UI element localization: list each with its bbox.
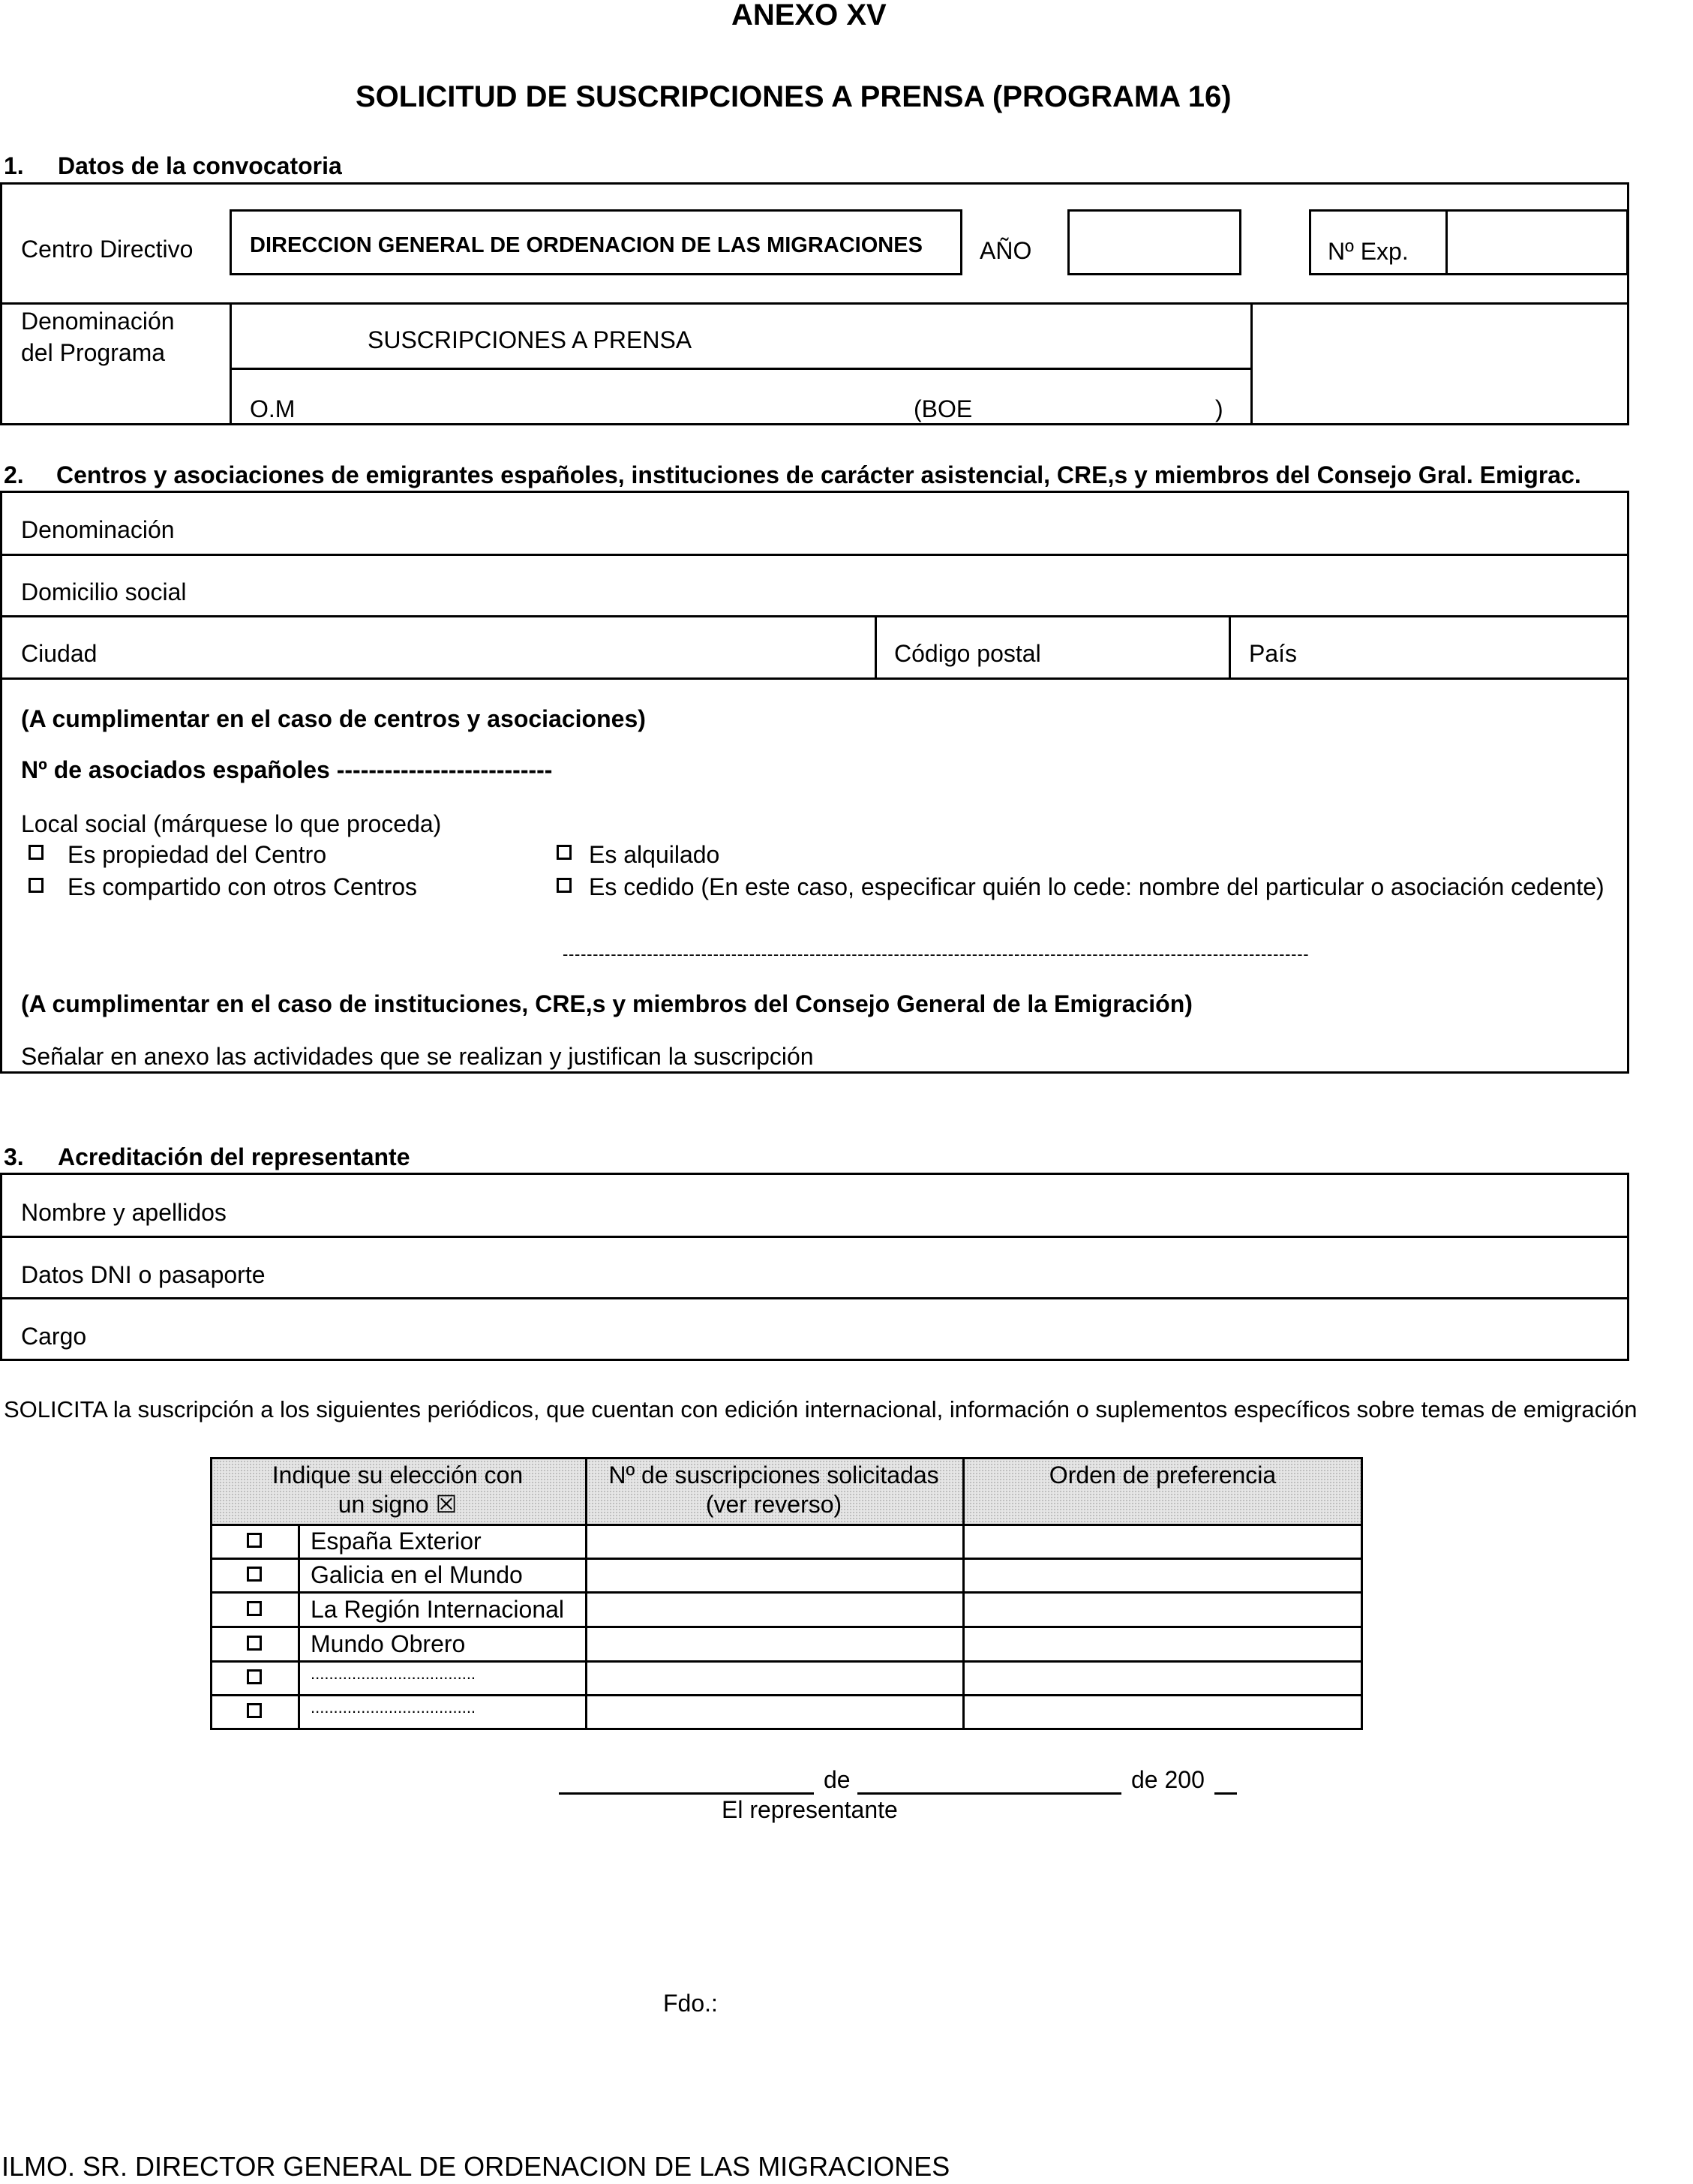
representante-label: El representante [722, 1796, 898, 1823]
section2-line-1 [0, 554, 1629, 556]
suscripciones-cell[interactable] [587, 1526, 960, 1556]
cargo-label: Cargo [21, 1323, 87, 1350]
boe-close: ) [1215, 395, 1223, 422]
solicita-text: SOLICITA la suscripción a los siguientes periódicos, que cuentan con edición internacional, información o suplementos específicos sobre temas de emigración [4, 1396, 1637, 1422]
codigo-postal-label: Código postal [894, 640, 1041, 667]
dni-label: Datos DNI o pasaporte [21, 1261, 266, 1288]
exp-field[interactable] [1448, 212, 1626, 273]
preferencia-cell[interactable] [965, 1696, 1361, 1728]
alquilado-label: Es alquilado [589, 841, 720, 868]
cedido-label: Es cedido (En este caso, especificar quién lo cede: nombre del particular o asociación cedente) [589, 873, 1604, 900]
section3-heading: Acreditación del representante [58, 1143, 410, 1170]
addressee: ILMO. SR. DIRECTOR GENERAL DE ORDENACION DE LAS MIGRACIONES [2, 2151, 950, 2182]
date-month-line[interactable] [857, 1792, 1121, 1795]
instituciones-note: (A cumplimentar en el caso de instituciones, CRE,s y miembros del Consejo General de la Emigración) [21, 990, 1193, 1017]
ciudad-label: Ciudad [21, 640, 98, 667]
date-day-line[interactable] [559, 1792, 814, 1795]
preferencia-cell[interactable] [965, 1663, 1361, 1693]
suscripciones-cell[interactable] [587, 1696, 960, 1728]
section3-line-2 [0, 1297, 1629, 1299]
mundo-obrero-checkbox[interactable] [247, 1636, 262, 1651]
denominacion-programa-label-2: del Programa [21, 339, 166, 366]
col-preferencia-header: Orden de preferencia [1049, 1462, 1277, 1489]
table-row-name: Galicia en el Mundo [311, 1561, 523, 1588]
table-row-name: España Exterior [311, 1528, 482, 1555]
om-label: O.M [250, 395, 296, 422]
suscripciones-cell[interactable] [587, 1628, 960, 1659]
newspaper-table [210, 1457, 1363, 1730]
centros-note: (A cumplimentar en el caso de centros y asociaciones) [21, 705, 646, 732]
col-suscripciones-header-2: (ver reverso) [705, 1491, 842, 1518]
galicia-mundo-checkbox[interactable] [247, 1567, 262, 1582]
denominacion-programa-label-1: Denominación [21, 308, 175, 335]
table-row-name: Mundo Obrero [311, 1630, 466, 1657]
col-suscripciones-header-1: Nº de suscripciones solicitadas [608, 1462, 939, 1489]
pais-label: País [1249, 640, 1298, 667]
centro-directivo-value: DIRECCION GENERAL DE ORDENACION DE LAS MIGRACIONES [250, 233, 923, 257]
propiedad-label: Es propiedad del Centro [68, 841, 327, 868]
cedido-fill-line[interactable]: ---------------------------------------------------------------------------------------------------------------------------- [563, 945, 1310, 963]
suscripciones-cell[interactable] [587, 1663, 960, 1693]
date-de-2: de 200 [1131, 1766, 1205, 1793]
date-year-line[interactable] [1214, 1792, 1237, 1795]
domicilio-label: Domicilio social [21, 578, 187, 605]
fdo-label: Fdo.: [663, 1990, 718, 2017]
denominacion-programa-value: SUSCRIPCIONES A PRENSA [368, 326, 692, 353]
centro-directivo-field[interactable] [230, 209, 962, 275]
nombre-label: Nombre y apellidos [21, 1199, 227, 1226]
preferencia-cell[interactable] [965, 1594, 1361, 1624]
preferencia-cell[interactable] [965, 1560, 1361, 1590]
section1-number: 1. [4, 152, 24, 179]
table-checkbox-col-line [298, 1524, 300, 1730]
section2-vline-2 [1229, 615, 1231, 679]
table-row-blank[interactable]: .................................... [311, 1698, 476, 1717]
preferencia-cell[interactable] [965, 1628, 1361, 1659]
section2-number: 2. [4, 461, 24, 488]
anio-label: AÑO [980, 237, 1032, 264]
section2-line-2 [0, 615, 1629, 617]
section1-heading: Datos de la convocatoria [58, 152, 342, 179]
compartido-checkbox[interactable] [29, 878, 44, 893]
cedido-checkbox[interactable] [557, 878, 572, 893]
centro-directivo-label: Centro Directivo [21, 236, 194, 263]
asociados-label: Nº de asociados españoles --------------------------- [21, 756, 553, 783]
espana-exterior-checkbox[interactable] [247, 1533, 262, 1548]
section3-number: 3. [4, 1143, 24, 1170]
table-row-blank[interactable]: .................................... [311, 1664, 476, 1683]
local-social-label: Local social (márquese lo que proceda) [21, 810, 442, 837]
section2-heading: Centros y asociaciones de emigrantes españoles, instituciones de carácter asistencial, CRE,s y miembros del Consejo Gral. Emigrac. [56, 461, 1581, 488]
propiedad-checkbox[interactable] [29, 845, 44, 860]
col-eleccion-header-2: un signo ☒ [338, 1491, 458, 1518]
suscripciones-cell[interactable] [587, 1594, 960, 1624]
section3-line-1 [0, 1236, 1629, 1238]
form-title: SOLICITUD DE SUSCRIPCIONES A PRENSA (PROGRAMA 16) [356, 80, 1232, 113]
table-row-name: La Región Internacional [311, 1596, 565, 1623]
denominacion-programa-field[interactable] [230, 302, 1253, 425]
col-eleccion-header-1: Indique su elección con [272, 1462, 524, 1489]
section2-vline-1 [875, 615, 877, 679]
region-internacional-checkbox[interactable] [247, 1601, 262, 1616]
denominacion-label: Denominación [21, 516, 175, 543]
anio-field[interactable] [1067, 209, 1241, 275]
section2-line-3 [0, 677, 1629, 680]
exp-label: Nº Exp. [1328, 238, 1409, 265]
boe-label: (BOE [914, 395, 973, 422]
compartido-label: Es compartido con otros Centros [68, 873, 417, 900]
other-newspaper-checkbox[interactable] [247, 1703, 262, 1718]
suscripciones-cell[interactable] [587, 1560, 960, 1590]
date-de-1: de [824, 1766, 851, 1793]
other-newspaper-checkbox[interactable] [247, 1669, 262, 1684]
annex-title: ANEXO XV [731, 0, 887, 32]
senalar-label: Señalar en anexo las actividades que se realizan y justifican la suscripción [21, 1043, 814, 1070]
preferencia-cell[interactable] [965, 1526, 1361, 1556]
om-divider [230, 368, 1253, 370]
alquilado-checkbox[interactable] [557, 845, 572, 860]
